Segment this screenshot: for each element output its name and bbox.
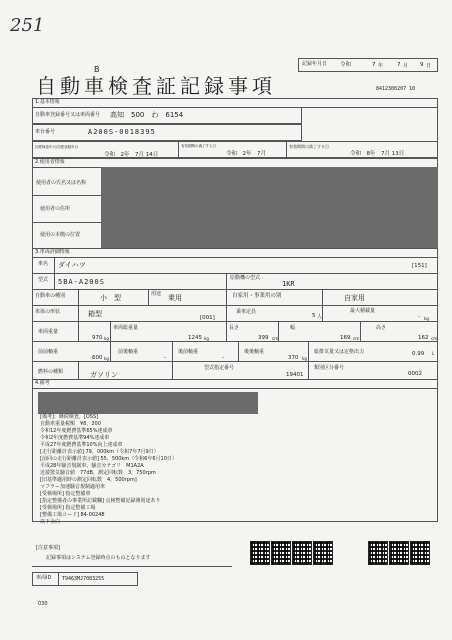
qr-code: [368, 541, 388, 565]
remark-line: 令和12年度燃費基準65%達成車: [40, 428, 113, 434]
purpose-value: 自家用: [344, 294, 365, 302]
displacement-value: 0.99: [412, 351, 425, 357]
plate-label: 自動車登録番号又は車両番号: [35, 112, 101, 118]
remark-line: 自動車重量税額 ¥8，200: [40, 421, 101, 427]
redacted-user-info: [101, 167, 438, 248]
vehicle-id-label: 車両ID: [36, 575, 52, 581]
vehicle-id-value: T9463MJ7083255: [62, 576, 105, 582]
fr-axle-value: -: [164, 355, 166, 361]
record-date-month: 7: [397, 62, 401, 68]
qr-code: [410, 541, 430, 565]
expiry-label: 有効期間の満了する日: [289, 144, 329, 149]
category-value: 0002: [408, 371, 422, 377]
engine-label: 原動機の型式: [230, 275, 261, 281]
designation-label: 型式指定番号: [204, 365, 235, 371]
max-load-value: -: [418, 314, 420, 320]
remark-line: [受検場所] 指定整備車: [40, 491, 91, 497]
rf-axle-label: 後前軸重: [178, 349, 199, 355]
remark-line: [整備工場コード] 84-00248: [40, 512, 105, 518]
type-value: 小 型: [100, 294, 121, 302]
model-label: 型式: [38, 277, 49, 283]
length-value: 399: [258, 335, 269, 341]
inspect-date-label: 有効期間の満了する日: [181, 144, 216, 148]
use-label: 用途: [151, 291, 162, 297]
width-value: 169: [340, 335, 351, 341]
height-label: 高さ: [376, 325, 387, 331]
chassis-row: [32, 124, 302, 141]
capacity-label: 乗車定員: [236, 309, 257, 315]
maker-value: ダイハツ: [58, 261, 86, 269]
handwritten-number: 251: [10, 15, 45, 36]
ff-axle-value: 600: [92, 355, 103, 361]
remark-line: [受検場所] 指定整備工場: [40, 505, 96, 511]
expiry-value: 令和 8年 7月 13日: [350, 151, 405, 157]
qr-code: [292, 541, 312, 565]
use-value: 乗用: [168, 294, 182, 302]
remark-line: マフラー加速騒音規制適用車: [40, 484, 106, 490]
stamp-letter: B: [94, 65, 100, 74]
maker-code: [151]: [412, 263, 427, 269]
remark-line: 令和2年度燃費基準94%達成車: [40, 435, 110, 441]
section-vehicle: 3.車両詳細情報: [35, 249, 70, 255]
inspect-date-value: 令和 2年 7月: [226, 151, 266, 157]
first-reg-label: 初度検査年月/初度登録年月: [35, 145, 79, 149]
body-label: 車体の形状: [35, 309, 61, 315]
purpose-label: 自家用・事業用の別: [232, 293, 282, 299]
weight-value: 970: [92, 335, 103, 341]
user-address-label: 使用者の住所: [40, 206, 71, 212]
width-label: 幅: [290, 325, 296, 331]
remark-line: [旧基準適用時の測定回転数 4，500rpm]: [40, 477, 137, 483]
category-label: 類別区分番号: [314, 365, 345, 371]
qr-code: [271, 541, 291, 565]
section-basic: 1.基本情報: [35, 99, 60, 105]
record-date-day: 9: [420, 62, 424, 68]
user-name-label: 使用者の氏名又は名称: [36, 180, 87, 186]
maker-label: 車名: [38, 261, 49, 267]
qr-code: [313, 541, 333, 565]
document-number: 8412300207 10: [376, 86, 416, 92]
first-reg-value: 令和 2年 7月 14日: [104, 152, 159, 158]
rr-axle-value: 370: [288, 355, 299, 361]
remark-line: [前回の走行距離計表示値] 55，500km（令和6年6月10日）: [40, 456, 177, 462]
remark-line: [指定整備者の事業所記載欄] 点検整備記録簿別途あり: [40, 498, 161, 504]
engine-value: 1KR: [282, 280, 295, 288]
notice-header: [注意事項]: [36, 545, 60, 551]
chassis-value: A200S-0018395: [88, 128, 156, 136]
vehicle-inspection-record-page: 251 記録年月日 令和 7 年 7 月 9 日 B 自動車検査証記録事項 8412300207 10 1.基本情報 自動車登録番号又は車両番号 高知 500 わ 6154 車台番号 A200S-0018395 初度検査年月/初度登録年月 令和 2年 7月 14日 有効期間の満了する日 令和 2年 7月 有効期間の満了する日 令和 8年 7月 13日 2.使用者情報 使用者の氏名又は名称 使用者の住所 使用の本拠の位置 3.車両詳細情報 車名 ダイハツ [151] 型式 5BA-A200S 原動機の型式 1KR 自動車の種別 小 型 用途 乗用 自家用・事業用の別 自家用 車体の形状 箱型 [001] 乗車定員 5 人 最大積載量 - kg 車両重量 970 kg 車両総重量 1245 kg 長さ 399 cm 幅 169 cm 高さ 162 cm 前前軸重 600 kg 前後軸重 - 後前軸重 - 後後軸重 370 kg 総排気量又は定格出力 0.99 L 燃料の種類 ガソリン 型式指定番号 19401 類別区分番号 0002 4.備考 [備考]：継続検査，[OSS] 自動車重量税額 ¥8，200 令和12年度燃費基準65%達成車 令和2年度燃費基準94%達成車 平成27年度燃費基準10%向上達成車 [走行距離計表示値] 79，000km（令和7年7月9日） [前回の走行距離計表示値] 55，500km（令和6年6月10日） 平成28年騒音規制車，騒音カテゴリ M1A2A 近接排気騒音値 77dB，測定回転数 3，750rpm [旧基準適用時の測定回転数 4，500rpm] マフラー加速騒音規制適用車 [受検場所] 指定整備車 [指定整備者の事業所記載欄] 点検整備記録簿別途あり [受検場所] 指定整備工場 [整備工場コード] 84-00248 以下余白 [注意事項] 記録事項はシステム登録時点のものとなります 車両ID T9463MJ7083255 030: [10, 15, 438, 607]
chassis-label: 車台番号: [35, 129, 56, 135]
fr-axle-label: 前後軸重: [118, 349, 139, 355]
remark-line: [備考]：継続検査，[OSS]: [40, 414, 99, 420]
user-base-label: 使用の本拠の位置: [40, 232, 81, 238]
notice-text: 記録事項はシステム登録時点のものとなります: [46, 555, 151, 561]
record-date-year: 7: [372, 62, 376, 68]
rf-axle-value: -: [222, 355, 224, 361]
record-date-label: 記録年月日: [302, 61, 328, 67]
fuel-value: ガソリン: [90, 371, 118, 379]
fuel-label: 燃料の種類: [38, 369, 64, 375]
designation-value: 19401: [286, 372, 304, 378]
rr-axle-label: 後後軸重: [244, 349, 265, 355]
remark-line: [走行距離計表示値] 79，000km（令和7年7月9日）: [40, 449, 159, 455]
qr-code: [250, 541, 270, 565]
remark-line: 平成27年度燃費基準10%向上達成車: [40, 442, 123, 448]
qr-code: [389, 541, 409, 565]
section-remarks: 4.備考: [35, 380, 50, 386]
type-label: 自動車の種別: [35, 293, 66, 299]
max-load-label: 最大積載量: [350, 308, 376, 314]
capacity-value: 5: [312, 313, 316, 319]
remark-line: 平成28年騒音規制車，騒音カテゴリ M1A2A: [40, 463, 144, 469]
plate-value: 高知 500 わ 6154: [110, 111, 184, 119]
remark-line: 以下余白: [40, 519, 61, 525]
record-date-era: 令和: [340, 62, 352, 68]
gross-value: 1245: [188, 335, 202, 341]
redacted-remarks-header: [38, 392, 258, 414]
remark-line: 近接排気騒音値 77dB，測定回転数 3，750rpm: [40, 470, 156, 476]
ff-axle-label: 前前軸重: [38, 349, 59, 355]
section-user: 2.使用者情報: [35, 159, 65, 165]
height-value: 162: [418, 335, 429, 341]
body-value: 箱型: [88, 310, 102, 318]
model-value: 5BA-A200S: [58, 278, 105, 286]
document-title: 自動車検査証記録事項: [36, 74, 276, 98]
weight-label: 車両重量: [38, 329, 59, 335]
page-number: 030: [38, 601, 48, 607]
displacement-label: 総排気量又は定格出力: [314, 349, 365, 355]
body-code: [001]: [200, 315, 215, 321]
length-label: 長さ: [229, 325, 240, 331]
gross-label: 車両総重量: [113, 325, 139, 331]
